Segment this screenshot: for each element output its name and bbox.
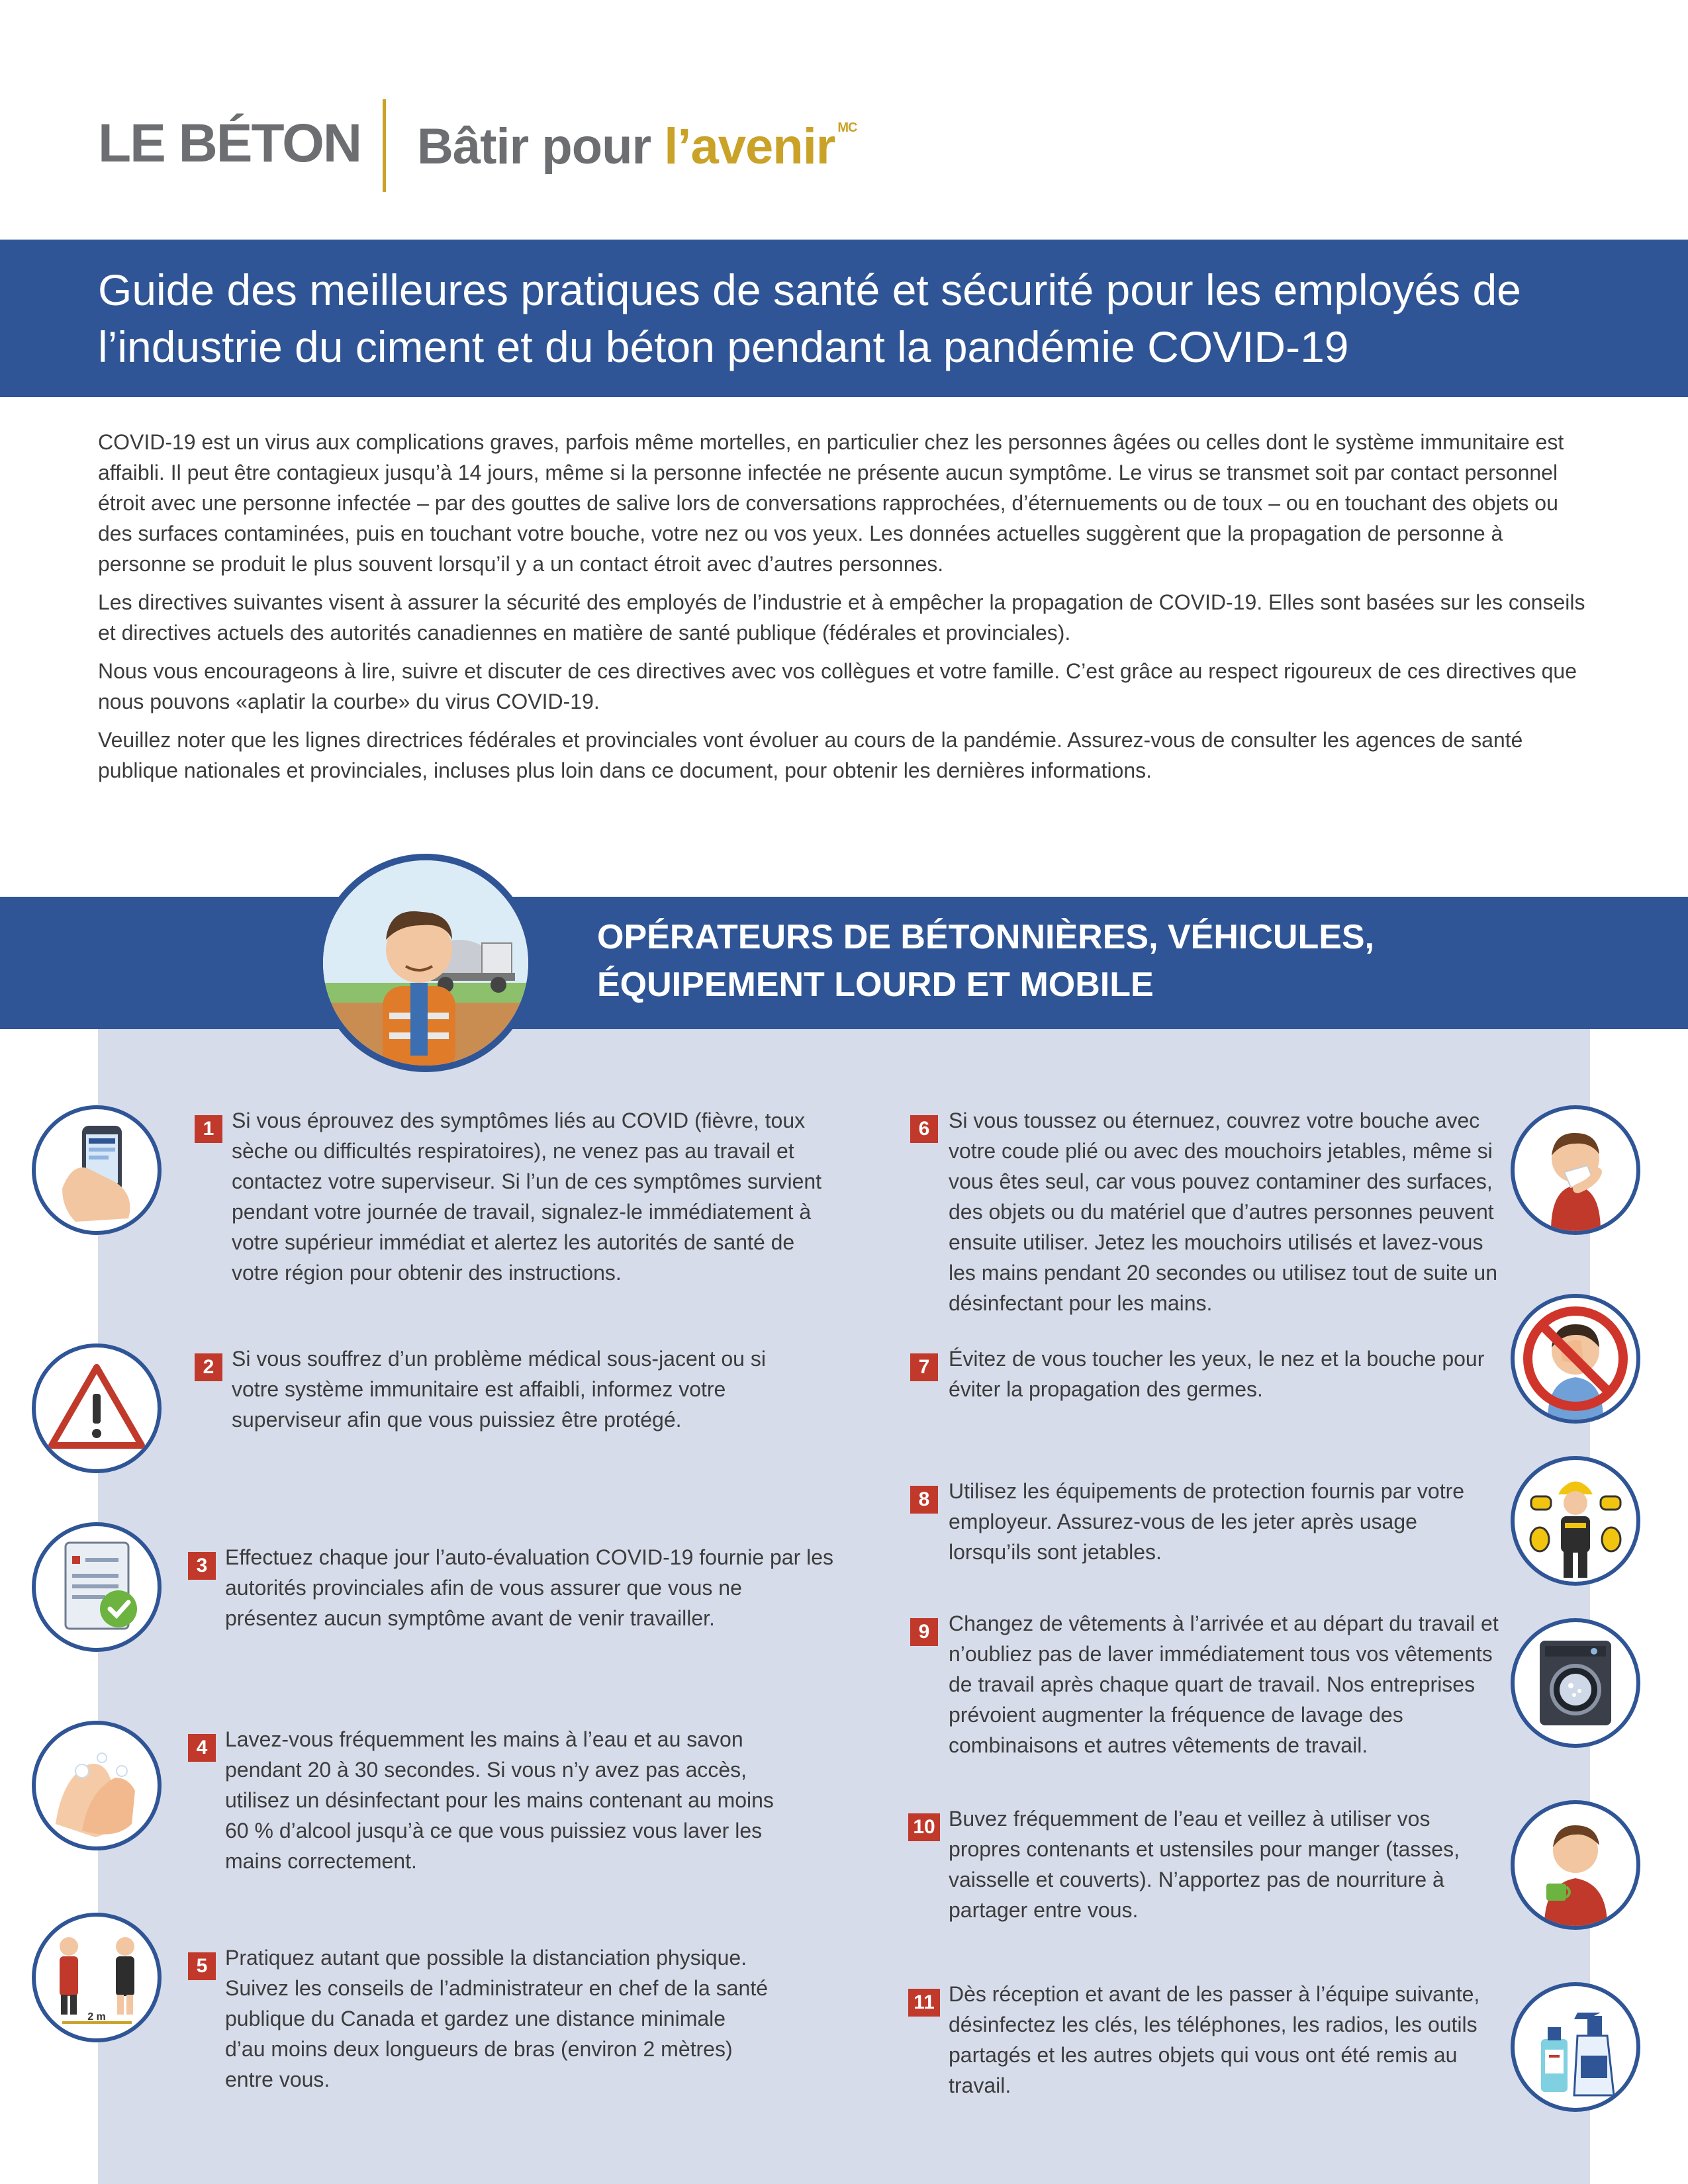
intro-paragraph: Nous vous encourageons à lire, suivre et discuter de ces directives avec vos collègues et votre famille. C’est grâce au respect rigoureux de ces directives que nous pouvons «aplatir la courbe» du virus COVID-19. — [98, 659, 1577, 713]
item-text: Si vous éprouvez des symptômes liés au COVID (fièvre, toux sèche ou difficultés respiratoires), ne venez pas au travail et contactez votre superviseur. Si l’un de ces symptômes survient pendant votre journée de travail, signalez-le immédiatement à votre supérieur immédiat et alertez les autorités de santé de votre région pour obtenir des instructions. — [232, 1109, 822, 1285]
logo-tagline-part1: Bâtir pour — [417, 118, 665, 175]
warning-icon — [32, 1343, 162, 1473]
operator-illustration-icon — [316, 854, 535, 1072]
no-face-touch-icon — [1511, 1294, 1640, 1424]
disinfectant-spray-icon — [1511, 1982, 1640, 2112]
section-title-line1: OPÉRATEURS DE BÉTONNIÈRES, VÉHICULES, — [597, 918, 1375, 956]
item-number: 2 — [195, 1353, 222, 1381]
logo-tagline — [417, 118, 857, 175]
item-number: 10 — [908, 1813, 940, 1841]
item-number: 3 — [188, 1552, 216, 1580]
distance-label: 2 m — [87, 2011, 106, 2023]
logo-tagline-part2: l’avenir — [664, 118, 835, 175]
section-title — [597, 913, 1524, 1009]
phone-hand-icon — [32, 1105, 162, 1235]
drinking-cup-icon — [1511, 1800, 1640, 1930]
item-number: 4 — [188, 1734, 216, 1762]
intro-paragraph: Veuillez noter que les lignes directrices fédérales et provinciales vont évoluer au cours de la pandémie. Assurez-vous de consulter les agences de santé publique nationales et provinciales, incluses plus loin dans ce document, pour obtenir les dernières informations. — [98, 728, 1523, 782]
self-assessment-icon — [32, 1522, 162, 1652]
washing-machine-icon — [1511, 1618, 1640, 1748]
item-text: Effectuez chaque jour l’auto-évaluation COVID-19 fournie par les autorités provinciales afin de vous assurer que vous ne présentez aucun symptôme avant de venir travailler. — [225, 1545, 834, 1630]
item-number: 8 — [910, 1486, 938, 1514]
item-number: 1 — [195, 1115, 222, 1143]
item-text: Si vous toussez ou éternuez, couvrez votre bouche avec votre coude plié ou avec des mouchoirs jetables, même si vous êtes seul, car vous pouvez contaminer des surfaces, des objets ou du matériel que d’autres personnes peuvent ensuite utiliser. Jetez les mouchoirs utilisés et lavez-vous les mains pendant 20 secondes ou utilisez tout de suite un désinfectant pour les mains. — [949, 1109, 1497, 1315]
logo-mark: MC — [837, 120, 857, 135]
item-text: Évitez de vous toucher les yeux, le nez et la bouche pour éviter la propagation des germes. — [949, 1347, 1485, 1401]
item-text: Lavez-vous fréquemment les mains à l’eau et au savon pendant 20 à 30 secondes. Si vous n’y avez pas accès, utilisez un désinfectant pour les mains contenant au moins 60 % d’alcool jusqu’à ce que vous puissiez vous laver les mains correctement. — [225, 1727, 774, 1873]
item-text: Changez de vêtements à l’arrivée et au départ du travail et n’oubliez pas de laver immédiatement tous vos vêtements de travail après chaque quart de travail. Nos entreprises prévoient augmenter la fréquence de lavage des combinaisons et autres vêtements de travail. — [949, 1612, 1499, 1757]
item-text: Utilisez les équipements de protection fournis par votre employeur. Assurez-vous de les jeter après usage lorsqu’ils sont jetables. — [949, 1479, 1465, 1564]
intro-paragraph: COVID-19 est un virus aux complications graves, parfois même mortelles, en particulier chez les personnes âgées ou celles dont le système immunitaire est affaibli. Il peut être contagieux jusqu’à 14 jours, même si la personne infectée ne présente aucun symptôme. Le virus se transmet soit par contact personnel étroit avec une personne infectée – par des gouttes de salive lors de conversations rapprochées, d’éternuements ou de toux – ou en touchant des objets ou des surfaces contaminées, puis en touchant votre bouche, votre nez ou vos yeux. Les données actuelles suggèrent que la propagation de personne à personne se produit le plus souvent lorsqu’il y a un contact étroit avec d’autres personnes. — [98, 430, 1564, 576]
item-number: 9 — [910, 1618, 938, 1646]
hand-washing-icon — [32, 1721, 162, 1850]
item-text: Buvez fréquemment de l’eau et veillez à utiliser vos propres contenants et ustensiles pour manger (tasses, vaisselle et couverts). N’apportez pas de nourriture à partager entre vous. — [949, 1807, 1460, 1922]
item-number: 5 — [188, 1952, 216, 1980]
item-number: 7 — [910, 1353, 938, 1381]
item-number: 11 — [908, 1989, 940, 2017]
item-number: 6 — [910, 1115, 938, 1143]
item-text: Dès réception et avant de les passer à l’équipe suivante, désinfectez les clés, les téléphones, les radios, les outils partagés et les autres objets qui vous ont été remis au travail. — [949, 1982, 1480, 2097]
logo-divider — [383, 99, 386, 192]
ppe-worker-icon — [1511, 1456, 1640, 1586]
page-title: Guide des meilleures pratiques de santé et sécurité pour les employés de l’industrie du ciment et du béton pendant la pandémie COVID-19 — [98, 265, 1521, 371]
logo-le-beton: LE BÉTON — [98, 113, 361, 173]
intro-paragraph: Les directives suivantes visent à assurer la sécurité des employés de l’industrie et à empêcher la propagation de COVID-19. Elles sont basées sur les conseils et directives actuels des autorités canadiennes en matière de santé publique (fédérales et provinciales). — [98, 590, 1585, 645]
sneeze-icon — [1511, 1105, 1640, 1235]
intro-text — [98, 427, 1587, 794]
item-text: Si vous souffrez d’un problème médical sous-jacent ou si votre système immunitaire est affaibli, informez votre superviseur afin que vous puissiez être protégé. — [232, 1347, 766, 1432]
section-title-line2: ÉQUIPEMENT LOURD ET MOBILE — [597, 966, 1154, 1004]
distancing-icon — [32, 1913, 162, 2042]
item-text: Pratiquez autant que possible la distanciation physique. Suivez les conseils de l’administrateur en chef de la santé publique du Canada et gardez une distance minimale d’au moins deux longueurs de bras (environ 2 mètres) entre vous. — [225, 1946, 768, 2091]
